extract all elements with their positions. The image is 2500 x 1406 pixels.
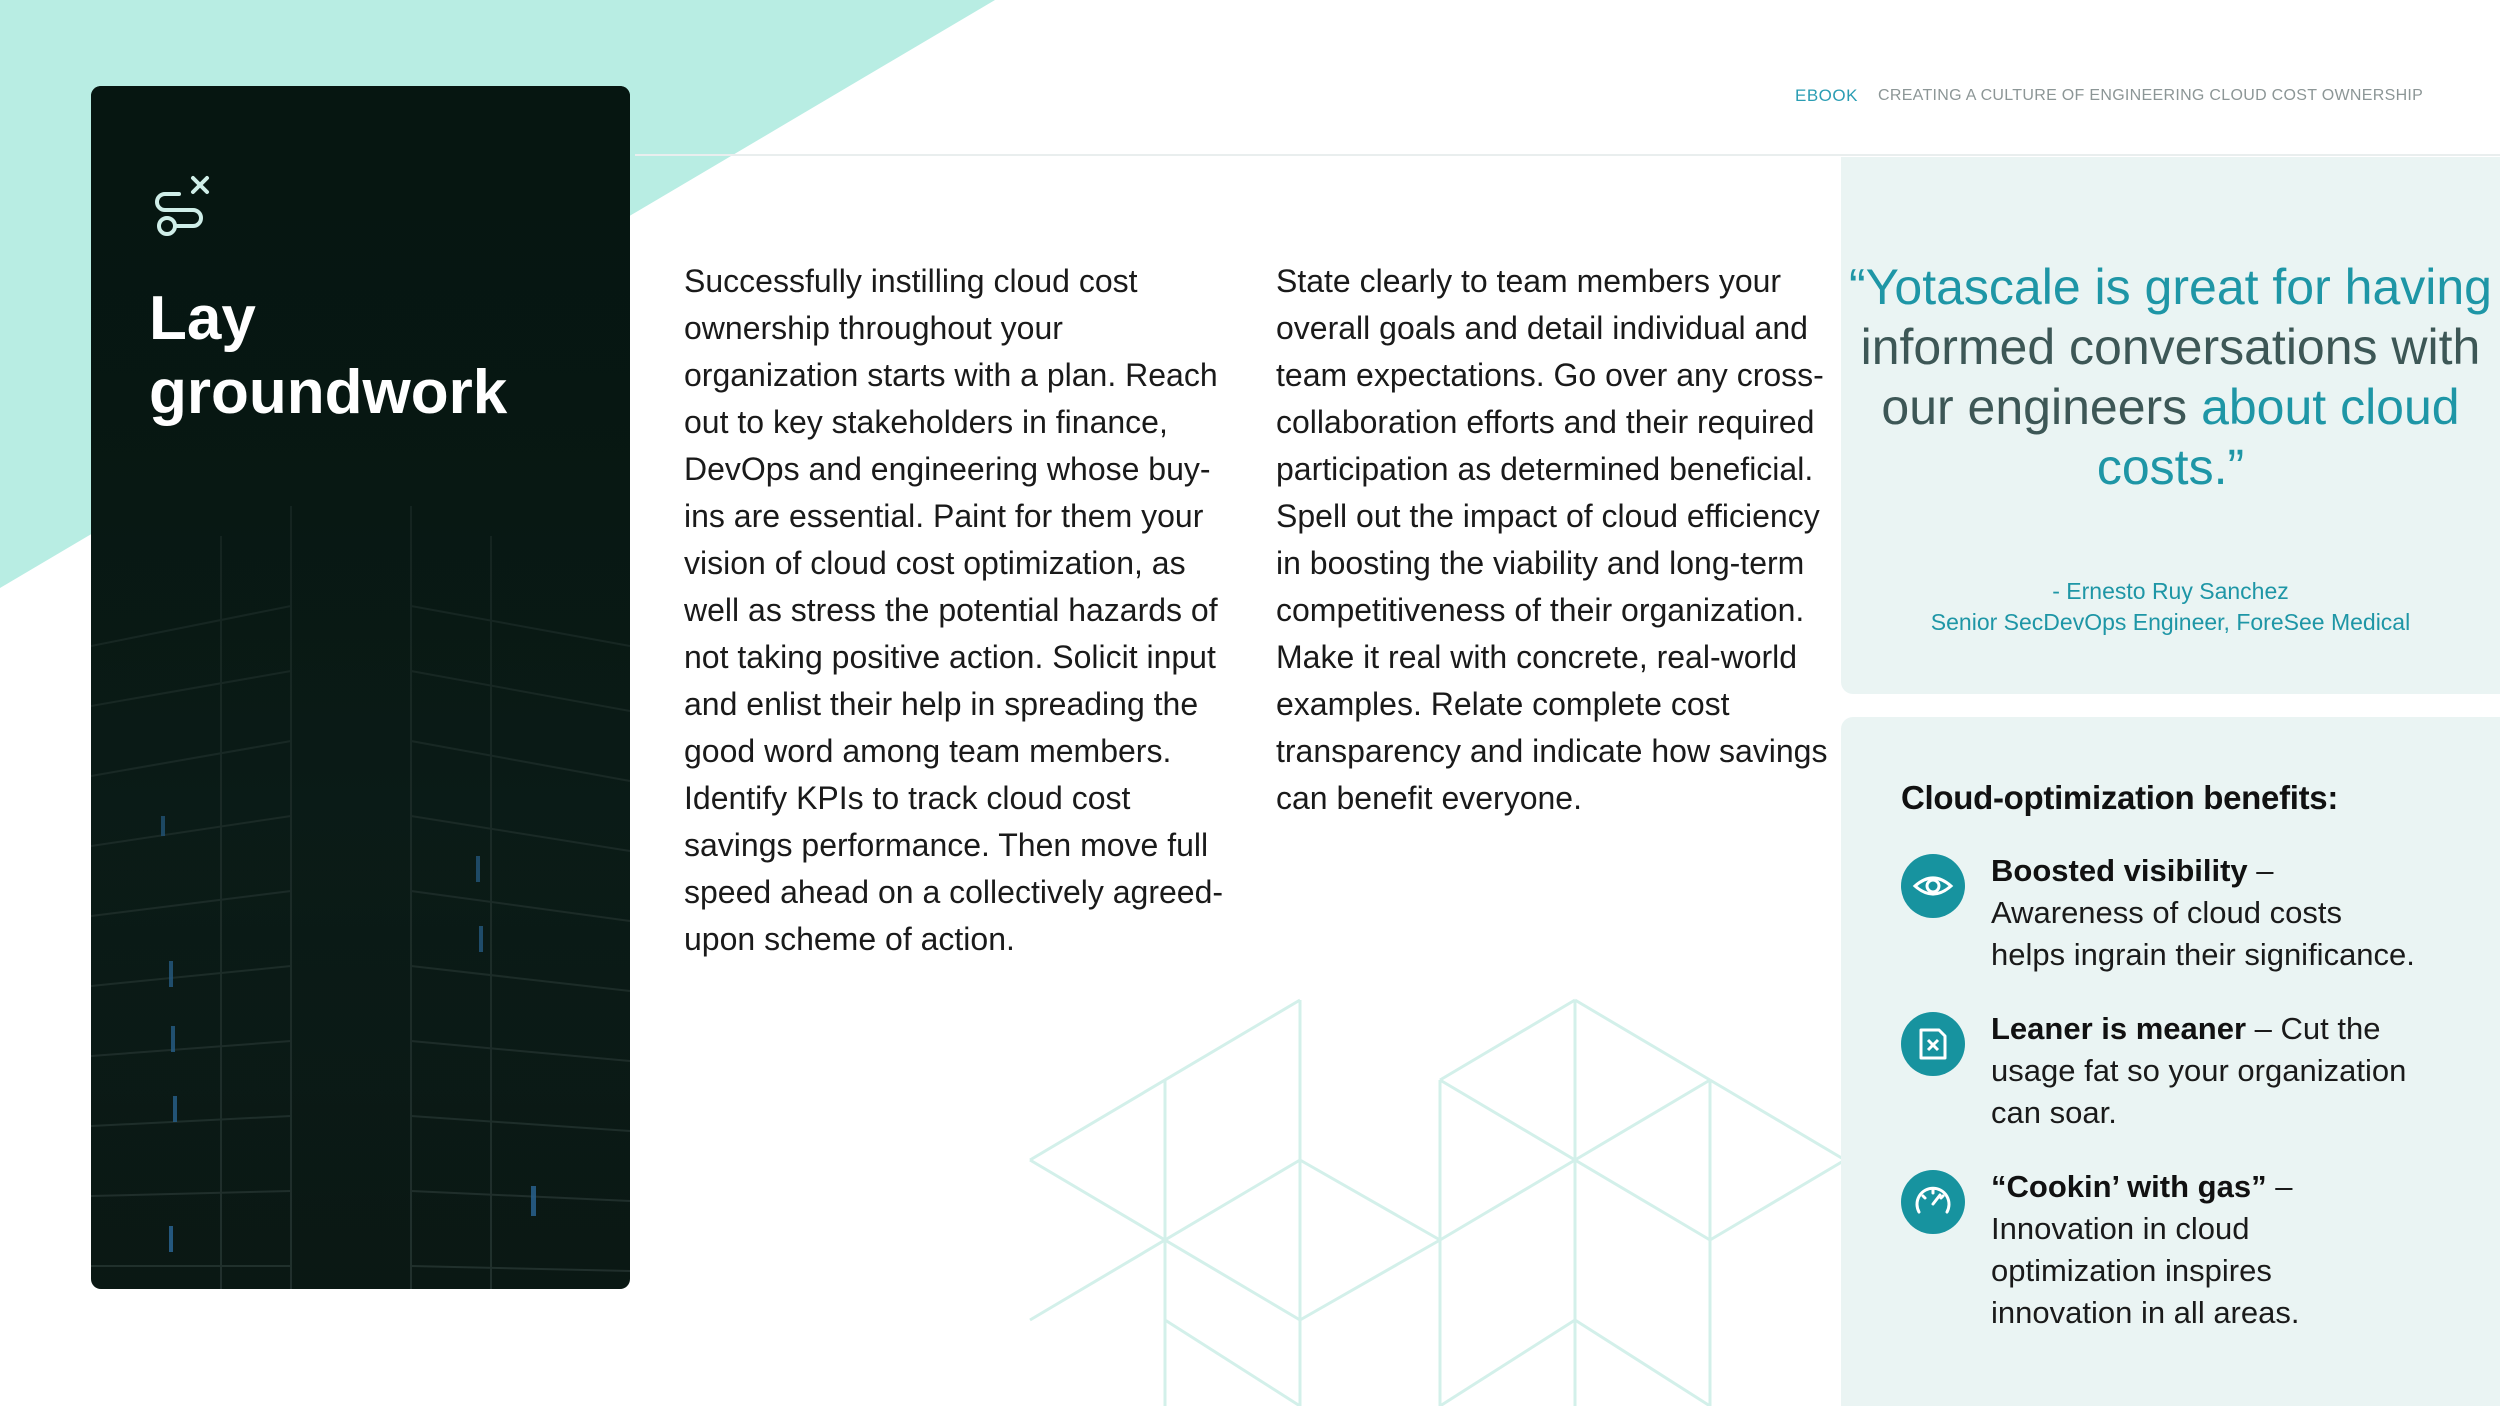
header-label: EBOOK	[1795, 86, 1858, 105]
quote-author-role: Senior SecDevOps Engineer, ForeSee Medical	[1930, 609, 2411, 635]
body-column-2	[1276, 258, 1836, 822]
section-title-line2: groundwork	[149, 358, 508, 427]
benefit-title: “Cookin’ with gas”	[1991, 1169, 2267, 1204]
server-rack-image	[91, 86, 630, 1289]
header-divider	[635, 154, 2500, 156]
quote-highlight-2: about cloud costs.”	[2096, 379, 2460, 495]
eye-icon	[1901, 854, 1965, 918]
quote-plain: informed conversations with our engineers	[1860, 319, 2481, 435]
triangle-pattern-decoration	[1000, 990, 1850, 1406]
testimonial-attribution	[1841, 576, 2500, 638]
header-title: CREATING A CULTURE OF ENGINEERING CLOUD COST OWNERSHIP	[1878, 87, 2424, 104]
body-paragraph-1: Successfully instilling cloud cost ownership throughout your organization starts with a plan. Reach out to key stakeholders in finance, DevOps and engineering whose buy-ins are essential. Paint for them your vision of cloud cost optimization, as well as stress the potential hazards of not taking positive action. Solicit input and enlist their help in spreading the good word among team members. Identify KPIs to track cloud cost savings performance. Then move full speed ahead on a collectively agreed-upon scheme of action.	[684, 263, 1224, 957]
benefit-description: – Innovation in cloud optimization inspires innovation in all areas.	[1991, 1169, 2300, 1330]
quote-author: - Ernesto Ruy Sanchez	[2052, 578, 2289, 604]
section-title-line1: Lay	[149, 284, 256, 353]
section-title	[149, 282, 507, 430]
benefits-heading: Cloud-optimization benefits:	[1901, 779, 2339, 816]
benefits-box	[1841, 717, 2500, 1406]
speedometer-icon	[1901, 1170, 1965, 1234]
benefit-description: – Awareness of cloud costs helps ingrain their significance.	[1991, 853, 2415, 972]
benefit-title: Boosted visibility	[1991, 853, 2248, 888]
benefit-title: Leaner is meaner	[1991, 1011, 2247, 1046]
body-column-1	[684, 258, 1224, 963]
route-icon	[149, 174, 215, 240]
document-x-icon	[1901, 1012, 1965, 1076]
benefit-text	[1991, 1008, 2421, 1134]
benefit-description: – Cut the usage fat so your organization can soar.	[1991, 1011, 2407, 1130]
testimonial-box	[1841, 157, 2500, 694]
benefit-text	[1991, 1166, 2421, 1334]
benefit-text	[1991, 850, 2421, 976]
quote-highlight-1: “Yotascale is great for having	[1849, 259, 2492, 315]
body-paragraph-2: State clearly to team members your overall goals and detail individual and team expectations. Go over any cross-collaboration efforts and their required participation as determined beneficial. Spell out the impact of cloud efficiency in boosting the viability and long-term competitiveness of their organization. Make it real with concrete, real-world examples. Relate complete cost transparency and indicate how savings can benefit everyone.	[1276, 263, 1828, 816]
testimonial-quote	[1841, 257, 2500, 497]
section-title-panel	[91, 86, 630, 1289]
